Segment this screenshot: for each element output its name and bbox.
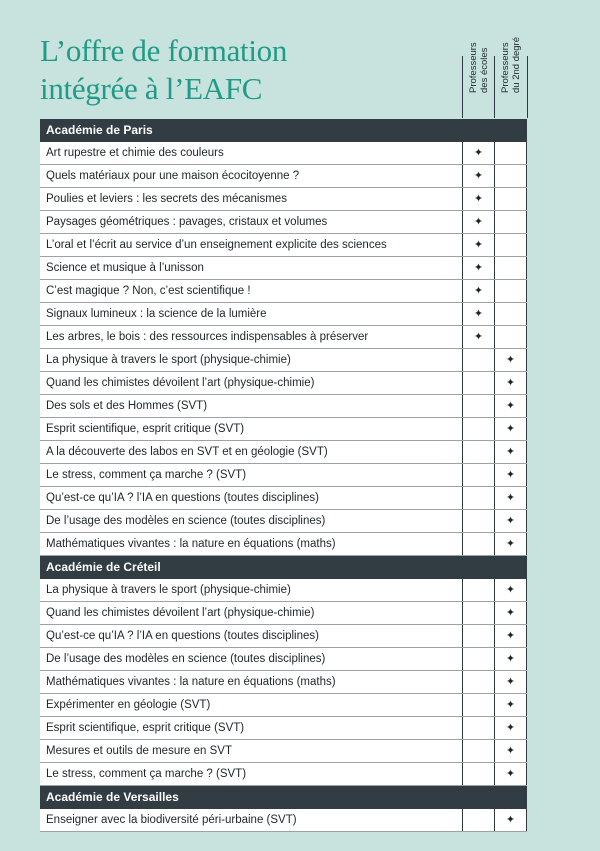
cell-professeurs-des-ecoles bbox=[462, 671, 494, 693]
cell-professeurs-des-ecoles bbox=[462, 717, 494, 739]
table-row bbox=[40, 533, 527, 556]
table-row bbox=[40, 372, 527, 395]
table-row bbox=[40, 625, 527, 648]
table-row bbox=[40, 326, 527, 349]
cell-professeurs-des-ecoles bbox=[462, 326, 494, 348]
cell-professeurs-du-second-degre bbox=[494, 602, 527, 624]
column-header-professeurs-des-ecoles bbox=[462, 42, 495, 118]
training-title: Poulies et leviers : les secrets des mécanismes bbox=[46, 193, 287, 205]
training-title: Quand les chimistes dévoilent l’art (physique-chimie) bbox=[46, 607, 315, 619]
cell-professeurs-du-second-degre bbox=[494, 763, 527, 785]
cell-professeurs-des-ecoles bbox=[462, 303, 494, 325]
cell-professeurs-des-ecoles bbox=[462, 625, 494, 647]
column-header-professeurs-du-second-degre bbox=[494, 37, 528, 118]
table-row bbox=[40, 717, 527, 740]
table-row bbox=[40, 211, 527, 234]
star-marker-icon: ✦ bbox=[473, 308, 484, 320]
cell-professeurs-du-second-degre bbox=[494, 372, 527, 394]
table-row bbox=[40, 303, 527, 326]
table-row bbox=[40, 280, 527, 303]
cell-professeurs-des-ecoles bbox=[462, 418, 494, 440]
table-row bbox=[40, 740, 527, 763]
cell-professeurs-du-second-degre bbox=[494, 142, 527, 164]
training-title: Les arbres, le bois : des ressources indispensables à préserver bbox=[46, 331, 369, 343]
cell-professeurs-du-second-degre bbox=[494, 533, 527, 555]
star-marker-icon: ✦ bbox=[473, 170, 484, 182]
table-row bbox=[40, 188, 527, 211]
star-marker-icon: ✦ bbox=[505, 377, 516, 389]
star-marker-icon: ✦ bbox=[473, 193, 484, 205]
table-row bbox=[40, 648, 527, 671]
table-row bbox=[40, 418, 527, 441]
training-title: Paysages géométriques : pavages, cristaux et volumes bbox=[46, 216, 328, 228]
cell-professeurs-des-ecoles bbox=[462, 257, 494, 279]
table-row bbox=[40, 441, 527, 464]
star-marker-icon: ✦ bbox=[473, 239, 484, 251]
table-row bbox=[40, 579, 527, 602]
star-marker-icon: ✦ bbox=[473, 331, 484, 343]
section-header: Académie de Versailles bbox=[40, 786, 527, 809]
training-title: La physique à travers le sport (physique-chimie) bbox=[46, 584, 291, 596]
cell-professeurs-des-ecoles bbox=[462, 809, 494, 831]
table-row bbox=[40, 165, 527, 188]
training-title: De l’usage des modèles en science (toutes disciplines) bbox=[46, 515, 326, 527]
star-marker-icon: ✦ bbox=[505, 676, 516, 688]
training-title: C’est magique ? Non, c’est scientifique ! bbox=[46, 285, 251, 297]
cell-professeurs-des-ecoles bbox=[462, 234, 494, 256]
cell-professeurs-du-second-degre bbox=[494, 234, 527, 256]
training-title: Mesures et outils de mesure en SVT bbox=[46, 745, 232, 757]
star-marker-icon: ✦ bbox=[505, 400, 516, 412]
cell-professeurs-des-ecoles bbox=[462, 188, 494, 210]
table-row bbox=[40, 671, 527, 694]
cell-professeurs-des-ecoles bbox=[462, 579, 494, 601]
table-row bbox=[40, 349, 527, 372]
column-header-label: Professeurs des écoles bbox=[468, 42, 490, 93]
training-title: Art rupestre et chimie des couleurs bbox=[46, 147, 224, 159]
cell-professeurs-du-second-degre bbox=[494, 464, 527, 486]
column-header-label: Professeurs du 2nd degré bbox=[500, 37, 522, 93]
training-title: L’oral et l’écrit au service d’un enseignement explicite des sciences bbox=[46, 239, 387, 251]
star-marker-icon: ✦ bbox=[473, 262, 484, 274]
star-marker-icon: ✦ bbox=[505, 630, 516, 642]
star-marker-icon: ✦ bbox=[505, 469, 516, 481]
star-marker-icon: ✦ bbox=[505, 446, 516, 458]
star-marker-icon: ✦ bbox=[473, 147, 484, 159]
star-marker-icon: ✦ bbox=[505, 607, 516, 619]
section-header: Académie de Paris bbox=[40, 119, 527, 142]
star-marker-icon: ✦ bbox=[505, 423, 516, 435]
table-row bbox=[40, 464, 527, 487]
table-row bbox=[40, 142, 527, 165]
training-title: Expérimenter en géologie (SVT) bbox=[46, 699, 211, 711]
training-title: Science et musique à l’unisson bbox=[46, 262, 204, 274]
star-marker-icon: ✦ bbox=[505, 584, 516, 596]
star-marker-icon: ✦ bbox=[505, 515, 516, 527]
cell-professeurs-des-ecoles bbox=[462, 280, 494, 302]
training-title: Signaux lumineux : la science de la lumière bbox=[46, 308, 267, 320]
cell-professeurs-du-second-degre bbox=[494, 625, 527, 647]
cell-professeurs-des-ecoles bbox=[462, 602, 494, 624]
cell-professeurs-du-second-degre bbox=[494, 510, 527, 532]
cell-professeurs-du-second-degre bbox=[494, 441, 527, 463]
cell-professeurs-du-second-degre bbox=[494, 280, 527, 302]
training-title: Quand les chimistes dévoilent l’art (physique-chimie) bbox=[46, 377, 315, 389]
cell-professeurs-du-second-degre bbox=[494, 694, 527, 716]
cell-professeurs-du-second-degre bbox=[494, 211, 527, 233]
cell-professeurs-du-second-degre bbox=[494, 671, 527, 693]
title-line-2: intégrée à l’EAFC bbox=[40, 71, 263, 106]
training-table bbox=[40, 119, 527, 832]
cell-professeurs-des-ecoles bbox=[462, 648, 494, 670]
cell-professeurs-du-second-degre bbox=[494, 188, 527, 210]
cell-professeurs-des-ecoles bbox=[462, 464, 494, 486]
training-title: La physique à travers le sport (physique-chimie) bbox=[46, 354, 291, 366]
cell-professeurs-du-second-degre bbox=[494, 395, 527, 417]
training-title: Qu’est-ce qu’IA ? l’IA en questions (toutes disciplines) bbox=[46, 492, 319, 504]
table-row bbox=[40, 234, 527, 257]
training-title: Le stress, comment ça marche ? (SVT) bbox=[46, 768, 247, 780]
table-row bbox=[40, 257, 527, 280]
table-row bbox=[40, 694, 527, 717]
table-row bbox=[40, 763, 527, 786]
cell-professeurs-du-second-degre bbox=[494, 809, 527, 831]
cell-professeurs-des-ecoles bbox=[462, 740, 494, 762]
column-headers bbox=[462, 37, 526, 118]
star-marker-icon: ✦ bbox=[473, 216, 484, 228]
star-marker-icon: ✦ bbox=[505, 768, 516, 780]
cell-professeurs-des-ecoles bbox=[462, 441, 494, 463]
cell-professeurs-des-ecoles bbox=[462, 211, 494, 233]
training-title: Mathématiques vivantes : la nature en équations (maths) bbox=[46, 676, 336, 688]
cell-professeurs-du-second-degre bbox=[494, 349, 527, 371]
table-row bbox=[40, 487, 527, 510]
star-marker-icon: ✦ bbox=[505, 653, 516, 665]
cell-professeurs-du-second-degre bbox=[494, 648, 527, 670]
cell-professeurs-du-second-degre bbox=[494, 487, 527, 509]
table-row bbox=[40, 809, 527, 832]
cell-professeurs-des-ecoles bbox=[462, 510, 494, 532]
training-title: Esprit scientifique, esprit critique (SVT) bbox=[46, 423, 245, 435]
training-title: Enseigner avec la biodiversité péri-urbaine (SVT) bbox=[46, 814, 297, 826]
cell-professeurs-des-ecoles bbox=[462, 487, 494, 509]
table-row bbox=[40, 395, 527, 418]
star-marker-icon: ✦ bbox=[505, 538, 516, 550]
cell-professeurs-des-ecoles bbox=[462, 349, 494, 371]
training-title: Esprit scientifique, esprit critique (SVT) bbox=[46, 722, 245, 734]
cell-professeurs-du-second-degre bbox=[494, 303, 527, 325]
cell-professeurs-du-second-degre bbox=[494, 579, 527, 601]
training-title: Mathématiques vivantes : la nature en équations (maths) bbox=[46, 538, 336, 550]
star-marker-icon: ✦ bbox=[505, 699, 516, 711]
training-title: A la découverte des labos en SVT et en géologie (SVT) bbox=[46, 446, 328, 458]
training-title: De l’usage des modèles en science (toutes disciplines) bbox=[46, 653, 326, 665]
cell-professeurs-du-second-degre bbox=[494, 257, 527, 279]
star-marker-icon: ✦ bbox=[505, 722, 516, 734]
training-title: Des sols et des Hommes (SVT) bbox=[46, 400, 208, 412]
cell-professeurs-des-ecoles bbox=[462, 165, 494, 187]
star-marker-icon: ✦ bbox=[505, 814, 516, 826]
star-marker-icon: ✦ bbox=[505, 354, 516, 366]
cell-professeurs-des-ecoles bbox=[462, 395, 494, 417]
table-row bbox=[40, 510, 527, 533]
cell-professeurs-du-second-degre bbox=[494, 165, 527, 187]
training-title: Qu’est-ce qu’IA ? l’IA en questions (toutes disciplines) bbox=[46, 630, 319, 642]
table-row bbox=[40, 602, 527, 625]
page-title bbox=[40, 32, 287, 108]
training-title: Quels matériaux pour une maison écocitoyenne ? bbox=[46, 170, 300, 182]
title-line-1: L’offre de formation bbox=[40, 33, 288, 68]
cell-professeurs-des-ecoles bbox=[462, 763, 494, 785]
cell-professeurs-du-second-degre bbox=[494, 326, 527, 348]
cell-professeurs-du-second-degre bbox=[494, 740, 527, 762]
cell-professeurs-des-ecoles bbox=[462, 694, 494, 716]
training-title: Le stress, comment ça marche ? (SVT) bbox=[46, 469, 247, 481]
cell-professeurs-des-ecoles bbox=[462, 372, 494, 394]
section-header: Académie de Créteil bbox=[40, 556, 527, 579]
star-marker-icon: ✦ bbox=[505, 492, 516, 504]
star-marker-icon: ✦ bbox=[505, 745, 516, 757]
cell-professeurs-des-ecoles bbox=[462, 533, 494, 555]
cell-professeurs-des-ecoles bbox=[462, 142, 494, 164]
cell-professeurs-du-second-degre bbox=[494, 418, 527, 440]
cell-professeurs-du-second-degre bbox=[494, 717, 527, 739]
star-marker-icon: ✦ bbox=[473, 285, 484, 297]
